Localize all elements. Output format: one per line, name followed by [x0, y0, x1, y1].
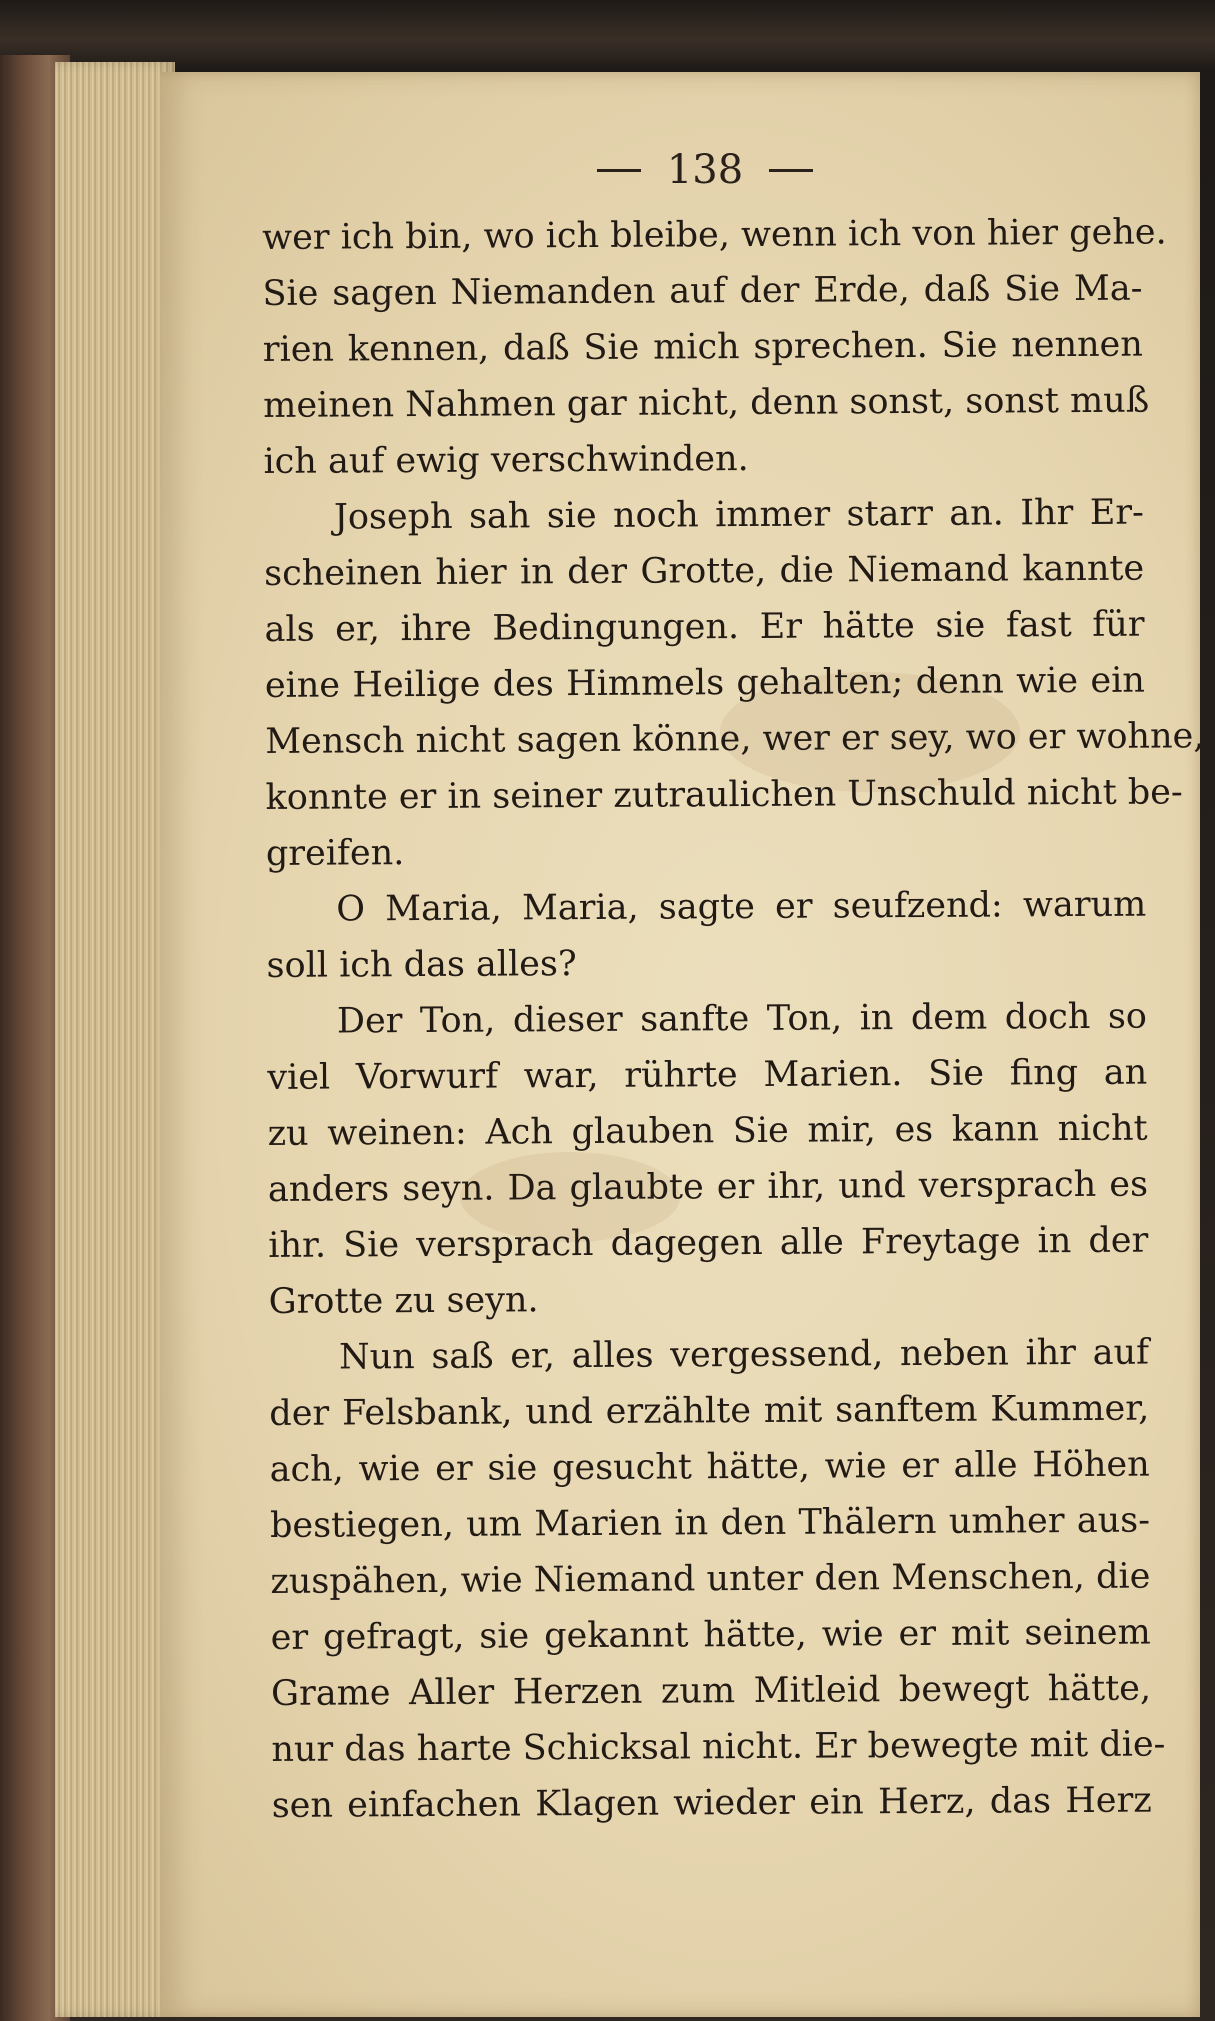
header-dash-right — [769, 169, 813, 172]
text-line: greifen. — [265, 833, 405, 874]
text-line: sen einfachen Klagen wieder ein Herz, das Herz — [271, 1780, 1152, 1826]
page-header — [570, 140, 840, 200]
text-line: meinen Nahmen gar nicht, denn sonst, sonst muß — [263, 380, 1150, 426]
text-line: scheinen hier in der Grotte, die Niemand kannte — [264, 548, 1145, 594]
page-edges — [55, 62, 175, 2017]
text-line: konnte er in seiner zutraulichen Unschuld nicht be- — [265, 772, 1183, 818]
text-line: er gefragt, sie gekannt hätte, wie er mit seinem — [270, 1612, 1151, 1658]
text-line: zuspähen, wie Niemand unter den Menschen, die — [270, 1556, 1151, 1602]
text-line: Mensch nicht sagen könne, wer er sey, wo er wohne, — [265, 716, 1205, 762]
text-line: rien kennen, daß Sie mich sprechen. Sie nennen — [262, 324, 1143, 370]
page-number: 138 — [666, 147, 744, 193]
text-line: ihr. Sie versprach dagegen alle Freytage in der — [268, 1220, 1149, 1266]
text-line: soll ich das alles? — [266, 944, 577, 986]
text-line: nur das harte Schicksal nicht. Er bewegte mit die- — [271, 1724, 1166, 1770]
text-line: Grotte zu seyn. — [268, 1280, 539, 1322]
text-line: Der Ton, dieser sanfte Ton, in dem doch so — [336, 996, 1148, 1042]
text-line: zu weinen: Ach glauben Sie mir, es kann nicht — [267, 1108, 1148, 1154]
text-line: als er, ihre Bedingungen. Er hätte sie fast für — [264, 604, 1145, 650]
header-dash-left — [597, 169, 641, 172]
text-line: ich auf ewig verschwinden. — [263, 439, 749, 482]
text-line: O Maria, Maria, sagte er seufzend: warum — [336, 884, 1147, 930]
text-line: wer ich bin, wo ich bleibe, wenn ich von hier gehe. — [262, 212, 1167, 258]
text-line: bestiegen, um Marien in den Thälern umher aus- — [269, 1500, 1151, 1546]
body-text — [262, 205, 1205, 1834]
text-line: Joseph sah sie noch immer starr an. Ihr Er- — [333, 492, 1144, 538]
text-line: Grame Aller Herzen zum Mitleid bewegt hätte, — [270, 1668, 1152, 1714]
text-line: viel Vorwurf war, rührte Marien. Sie fing an — [267, 1052, 1148, 1098]
text-line: Sie sagen Niemanden auf der Erde, daß Sie Ma- — [262, 268, 1143, 314]
text-line: eine Heilige des Himmels gehalten; denn wie ein — [264, 660, 1146, 706]
text-line: Nun saß er, alles vergessend, neben ihr auf — [338, 1332, 1150, 1378]
text-line: anders seyn. Da glaubte er ihr, und versprach es — [267, 1164, 1149, 1210]
text-line: der Felsbank, und erzählte mit sanftem Kummer, — [269, 1388, 1150, 1434]
text-line: ach, wie er sie gesucht hätte, wie er alle Höhen — [269, 1444, 1150, 1490]
